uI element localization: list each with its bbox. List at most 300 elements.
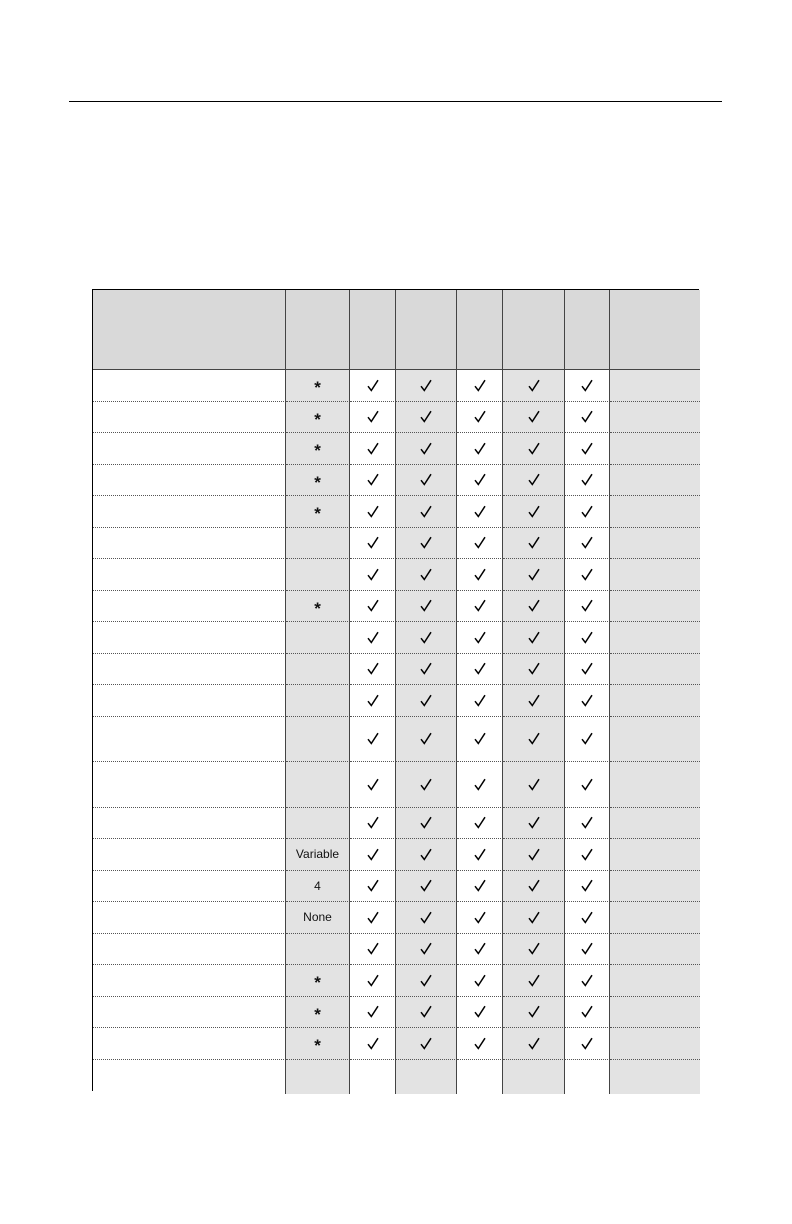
checkmark-icon (474, 1037, 486, 1050)
checkmark-icon (367, 410, 379, 423)
check-cell (503, 370, 565, 402)
checkmark-icon (528, 442, 540, 455)
check-cell (396, 871, 457, 903)
checkmark-icon (581, 911, 593, 924)
check-cell (457, 839, 503, 871)
checkmark-icon (367, 879, 379, 892)
check-cell (503, 685, 565, 717)
checkmark-icon (420, 662, 432, 675)
check-cell (503, 496, 565, 528)
checkmark-icon (420, 1005, 432, 1018)
checkmark-icon (528, 816, 540, 829)
value-cell (286, 496, 350, 528)
check-cell (565, 997, 610, 1029)
row-label-cell (93, 902, 286, 934)
header-cell-c5 (503, 290, 565, 370)
check-cell (503, 591, 565, 623)
checkmark-icon (528, 911, 540, 924)
row-label-cell (93, 433, 286, 465)
checkmark-icon (528, 379, 540, 392)
checkmark-icon (581, 1005, 593, 1018)
feature-table (92, 289, 699, 1091)
value-text: None (303, 910, 332, 925)
check-cell (565, 622, 610, 654)
checkmark-icon (420, 848, 432, 861)
check-cell (565, 965, 610, 997)
value-cell (286, 808, 350, 840)
notes-cell (610, 997, 700, 1029)
checkmark-icon (474, 911, 486, 924)
check-cell (396, 965, 457, 997)
notes-cell (610, 465, 700, 497)
notes-cell (610, 1028, 700, 1060)
notes-cell (610, 559, 700, 591)
check-cell (565, 465, 610, 497)
check-cell (565, 528, 610, 560)
checkmark-icon (367, 568, 379, 581)
row-label-cell (93, 997, 286, 1029)
check-cell (457, 934, 503, 966)
value-text: * (314, 1036, 321, 1056)
checkmark-icon (367, 599, 379, 612)
row-label-cell (93, 591, 286, 623)
check-cell (350, 808, 396, 840)
checkmark-icon (474, 778, 486, 791)
checkmark-icon (367, 631, 379, 644)
checkmark-icon (581, 442, 593, 455)
notes-cell (610, 496, 700, 528)
checkmark-icon (581, 942, 593, 955)
header-cell-c3 (396, 290, 457, 370)
checkmark-icon (528, 662, 540, 675)
checkmark-icon (474, 848, 486, 861)
check-cell (565, 871, 610, 903)
checkmark-icon (367, 379, 379, 392)
checkmark-icon (474, 1005, 486, 1018)
check-cell (350, 496, 396, 528)
row-label-cell (93, 465, 286, 497)
value-cell (286, 965, 350, 997)
checkmark-icon (528, 942, 540, 955)
header-cell-c2 (350, 290, 396, 370)
checkmark-icon (528, 410, 540, 423)
checkmark-icon (528, 631, 540, 644)
check-cell (350, 871, 396, 903)
notes-cell (610, 370, 700, 402)
notes-cell (610, 808, 700, 840)
check-cell (565, 1060, 610, 1094)
header-cell-c1 (286, 290, 350, 370)
check-cell (396, 402, 457, 434)
check-cell (503, 528, 565, 560)
row-label-cell (93, 717, 286, 763)
checkmark-icon (420, 379, 432, 392)
check-cell (396, 559, 457, 591)
check-cell (503, 1060, 565, 1094)
checkmark-icon (581, 568, 593, 581)
check-cell (457, 622, 503, 654)
check-cell (396, 370, 457, 402)
checkmark-icon (420, 631, 432, 644)
checkmark-icon (420, 778, 432, 791)
check-cell (565, 717, 610, 763)
value-cell (286, 591, 350, 623)
checkmark-icon (420, 568, 432, 581)
check-cell (565, 934, 610, 966)
check-cell (565, 433, 610, 465)
notes-cell (610, 591, 700, 623)
value-cell (286, 654, 350, 686)
check-cell (396, 465, 457, 497)
checkmark-icon (367, 778, 379, 791)
value-cell (286, 839, 350, 871)
checkmark-icon (367, 536, 379, 549)
value-text: Variable (295, 847, 340, 862)
checkmark-icon (581, 816, 593, 829)
check-cell (503, 402, 565, 434)
checkmark-icon (474, 694, 486, 707)
check-cell (565, 839, 610, 871)
notes-cell (610, 902, 700, 934)
check-cell (457, 1060, 503, 1094)
value-text: * (314, 973, 321, 993)
check-cell (350, 997, 396, 1029)
check-cell (565, 808, 610, 840)
check-cell (396, 528, 457, 560)
checkmark-icon (528, 694, 540, 707)
check-cell (396, 997, 457, 1029)
check-cell (565, 654, 610, 686)
checkmark-icon (528, 974, 540, 987)
check-cell (350, 902, 396, 934)
checkmark-icon (581, 1037, 593, 1050)
value-cell (286, 902, 350, 934)
checkmark-icon (420, 942, 432, 955)
check-cell (503, 433, 565, 465)
checkmark-icon (528, 1005, 540, 1018)
check-cell (503, 717, 565, 763)
row-label-cell (93, 762, 286, 808)
check-cell (457, 433, 503, 465)
checkmark-icon (420, 473, 432, 486)
check-cell (396, 934, 457, 966)
row-label-cell (93, 1060, 286, 1094)
checkmark-icon (528, 536, 540, 549)
checkmark-icon (474, 536, 486, 549)
checkmark-icon (420, 599, 432, 612)
value-text: * (314, 1004, 321, 1024)
checkmark-icon (581, 778, 593, 791)
check-cell (350, 528, 396, 560)
check-cell (503, 1028, 565, 1060)
check-cell (350, 839, 396, 871)
check-cell (565, 685, 610, 717)
check-cell (565, 591, 610, 623)
check-cell (457, 402, 503, 434)
row-label-cell (93, 808, 286, 840)
notes-cell (610, 402, 700, 434)
row-label-cell (93, 402, 286, 434)
header-rule (69, 101, 722, 102)
checkmark-icon (367, 1005, 379, 1018)
check-cell (503, 762, 565, 808)
row-label-cell (93, 528, 286, 560)
check-cell (503, 808, 565, 840)
check-cell (565, 402, 610, 434)
row-label-cell (93, 622, 286, 654)
row-label-cell (93, 496, 286, 528)
checkmark-icon (367, 694, 379, 707)
checkmark-icon (528, 505, 540, 518)
check-cell (457, 528, 503, 560)
row-label-cell (93, 1028, 286, 1060)
value-cell (286, 465, 350, 497)
checkmark-icon (367, 816, 379, 829)
check-cell (350, 1060, 396, 1094)
check-cell (396, 433, 457, 465)
value-text: * (314, 378, 321, 398)
notes-cell (610, 965, 700, 997)
check-cell (503, 965, 565, 997)
check-cell (457, 496, 503, 528)
checkmark-icon (581, 732, 593, 745)
checkmark-icon (420, 410, 432, 423)
checkmark-icon (420, 505, 432, 518)
value-cell (286, 762, 350, 808)
checkmark-icon (367, 848, 379, 861)
checkmark-icon (474, 568, 486, 581)
checkmark-icon (367, 473, 379, 486)
checkmark-icon (528, 473, 540, 486)
check-cell (503, 934, 565, 966)
row-label-cell (93, 934, 286, 966)
value-cell (286, 871, 350, 903)
check-cell (457, 997, 503, 1029)
check-cell (396, 496, 457, 528)
check-cell (350, 654, 396, 686)
checkmark-icon (474, 974, 486, 987)
row-label-cell (93, 654, 286, 686)
checkmark-icon (367, 505, 379, 518)
value-cell (286, 528, 350, 560)
check-cell (503, 559, 565, 591)
checkmark-icon (581, 599, 593, 612)
value-text: 4 (314, 878, 321, 893)
check-cell (457, 762, 503, 808)
check-cell (565, 902, 610, 934)
check-cell (396, 902, 457, 934)
checkmark-icon (367, 942, 379, 955)
check-cell (350, 465, 396, 497)
notes-cell (610, 1060, 700, 1094)
value-cell (286, 934, 350, 966)
check-cell (503, 871, 565, 903)
checkmark-icon (420, 816, 432, 829)
checkmark-icon (581, 473, 593, 486)
value-cell (286, 997, 350, 1029)
check-cell (503, 465, 565, 497)
check-cell (457, 965, 503, 997)
checkmark-icon (420, 694, 432, 707)
checkmark-icon (474, 379, 486, 392)
checkmark-icon (367, 732, 379, 745)
value-cell (286, 370, 350, 402)
check-cell (457, 685, 503, 717)
value-text: * (314, 441, 321, 461)
check-cell (503, 997, 565, 1029)
checkmark-icon (420, 911, 432, 924)
check-cell (396, 685, 457, 717)
notes-cell (610, 685, 700, 717)
header-cell-c4 (457, 290, 503, 370)
check-cell (396, 591, 457, 623)
check-cell (457, 871, 503, 903)
checkmark-icon (420, 536, 432, 549)
row-label-cell (93, 965, 286, 997)
checkmark-icon (528, 879, 540, 892)
notes-cell (610, 839, 700, 871)
notes-cell (610, 433, 700, 465)
notes-cell (610, 622, 700, 654)
check-cell (457, 654, 503, 686)
checkmark-icon (581, 974, 593, 987)
checkmark-icon (474, 879, 486, 892)
checkmark-icon (474, 662, 486, 675)
check-cell (350, 433, 396, 465)
check-cell (350, 591, 396, 623)
check-cell (565, 762, 610, 808)
checkmark-icon (420, 879, 432, 892)
check-cell (350, 1028, 396, 1060)
check-cell (503, 654, 565, 686)
checkmark-icon (420, 442, 432, 455)
checkmark-icon (367, 662, 379, 675)
checkmark-icon (474, 816, 486, 829)
value-text: * (314, 472, 321, 492)
row-label-cell (93, 370, 286, 402)
checkmark-icon (581, 505, 593, 518)
checkmark-icon (528, 568, 540, 581)
check-cell (503, 839, 565, 871)
checkmark-icon (528, 848, 540, 861)
check-cell (350, 622, 396, 654)
check-cell (350, 762, 396, 808)
check-cell (350, 717, 396, 763)
checkmark-icon (528, 778, 540, 791)
checkmark-icon (581, 879, 593, 892)
checkmark-icon (474, 599, 486, 612)
check-cell (350, 559, 396, 591)
check-cell (350, 402, 396, 434)
checkmark-icon (420, 1037, 432, 1050)
checkmark-icon (581, 410, 593, 423)
checkmark-icon (528, 1037, 540, 1050)
value-text: * (314, 598, 321, 618)
check-cell (457, 559, 503, 591)
checkmark-icon (474, 442, 486, 455)
checkmark-icon (474, 732, 486, 745)
check-cell (565, 496, 610, 528)
value-cell (286, 1028, 350, 1060)
notes-cell (610, 717, 700, 763)
check-cell (396, 717, 457, 763)
check-cell (457, 902, 503, 934)
row-label-cell (93, 839, 286, 871)
value-text: * (314, 504, 321, 524)
checkmark-icon (581, 694, 593, 707)
checkmark-icon (367, 974, 379, 987)
checkmark-icon (367, 1037, 379, 1050)
check-cell (503, 902, 565, 934)
row-label-cell (93, 685, 286, 717)
check-cell (565, 370, 610, 402)
checkmark-icon (420, 732, 432, 745)
check-cell (457, 717, 503, 763)
notes-cell (610, 528, 700, 560)
check-cell (457, 1028, 503, 1060)
check-cell (350, 934, 396, 966)
check-cell (396, 808, 457, 840)
value-text: * (314, 409, 321, 429)
header-cell-c7 (610, 290, 700, 370)
check-cell (457, 465, 503, 497)
check-cell (503, 622, 565, 654)
checkmark-icon (581, 536, 593, 549)
checkmark-icon (474, 473, 486, 486)
check-cell (457, 808, 503, 840)
checkmark-icon (474, 942, 486, 955)
checkmark-icon (367, 442, 379, 455)
header-cell-c6 (565, 290, 610, 370)
check-cell (396, 839, 457, 871)
check-cell (350, 965, 396, 997)
check-cell (396, 654, 457, 686)
checkmark-icon (528, 599, 540, 612)
value-cell (286, 622, 350, 654)
row-label-cell (93, 871, 286, 903)
checkmark-icon (581, 848, 593, 861)
header-cell-label (93, 290, 286, 370)
checkmark-icon (581, 631, 593, 644)
check-cell (350, 370, 396, 402)
check-cell (457, 370, 503, 402)
check-cell (396, 1028, 457, 1060)
checkmark-icon (581, 379, 593, 392)
checkmark-icon (420, 974, 432, 987)
value-cell (286, 433, 350, 465)
check-cell (350, 685, 396, 717)
check-cell (396, 622, 457, 654)
value-cell (286, 685, 350, 717)
value-cell (286, 717, 350, 763)
checkmark-icon (528, 732, 540, 745)
value-cell (286, 1060, 350, 1094)
checkmark-icon (581, 662, 593, 675)
check-cell (565, 1028, 610, 1060)
notes-cell (610, 871, 700, 903)
notes-cell (610, 934, 700, 966)
check-cell (396, 1060, 457, 1094)
check-cell (396, 762, 457, 808)
checkmark-icon (367, 911, 379, 924)
notes-cell (610, 654, 700, 686)
notes-cell (610, 762, 700, 808)
value-cell (286, 402, 350, 434)
value-cell (286, 559, 350, 591)
checkmark-icon (474, 410, 486, 423)
checkmark-icon (474, 631, 486, 644)
check-cell (457, 591, 503, 623)
